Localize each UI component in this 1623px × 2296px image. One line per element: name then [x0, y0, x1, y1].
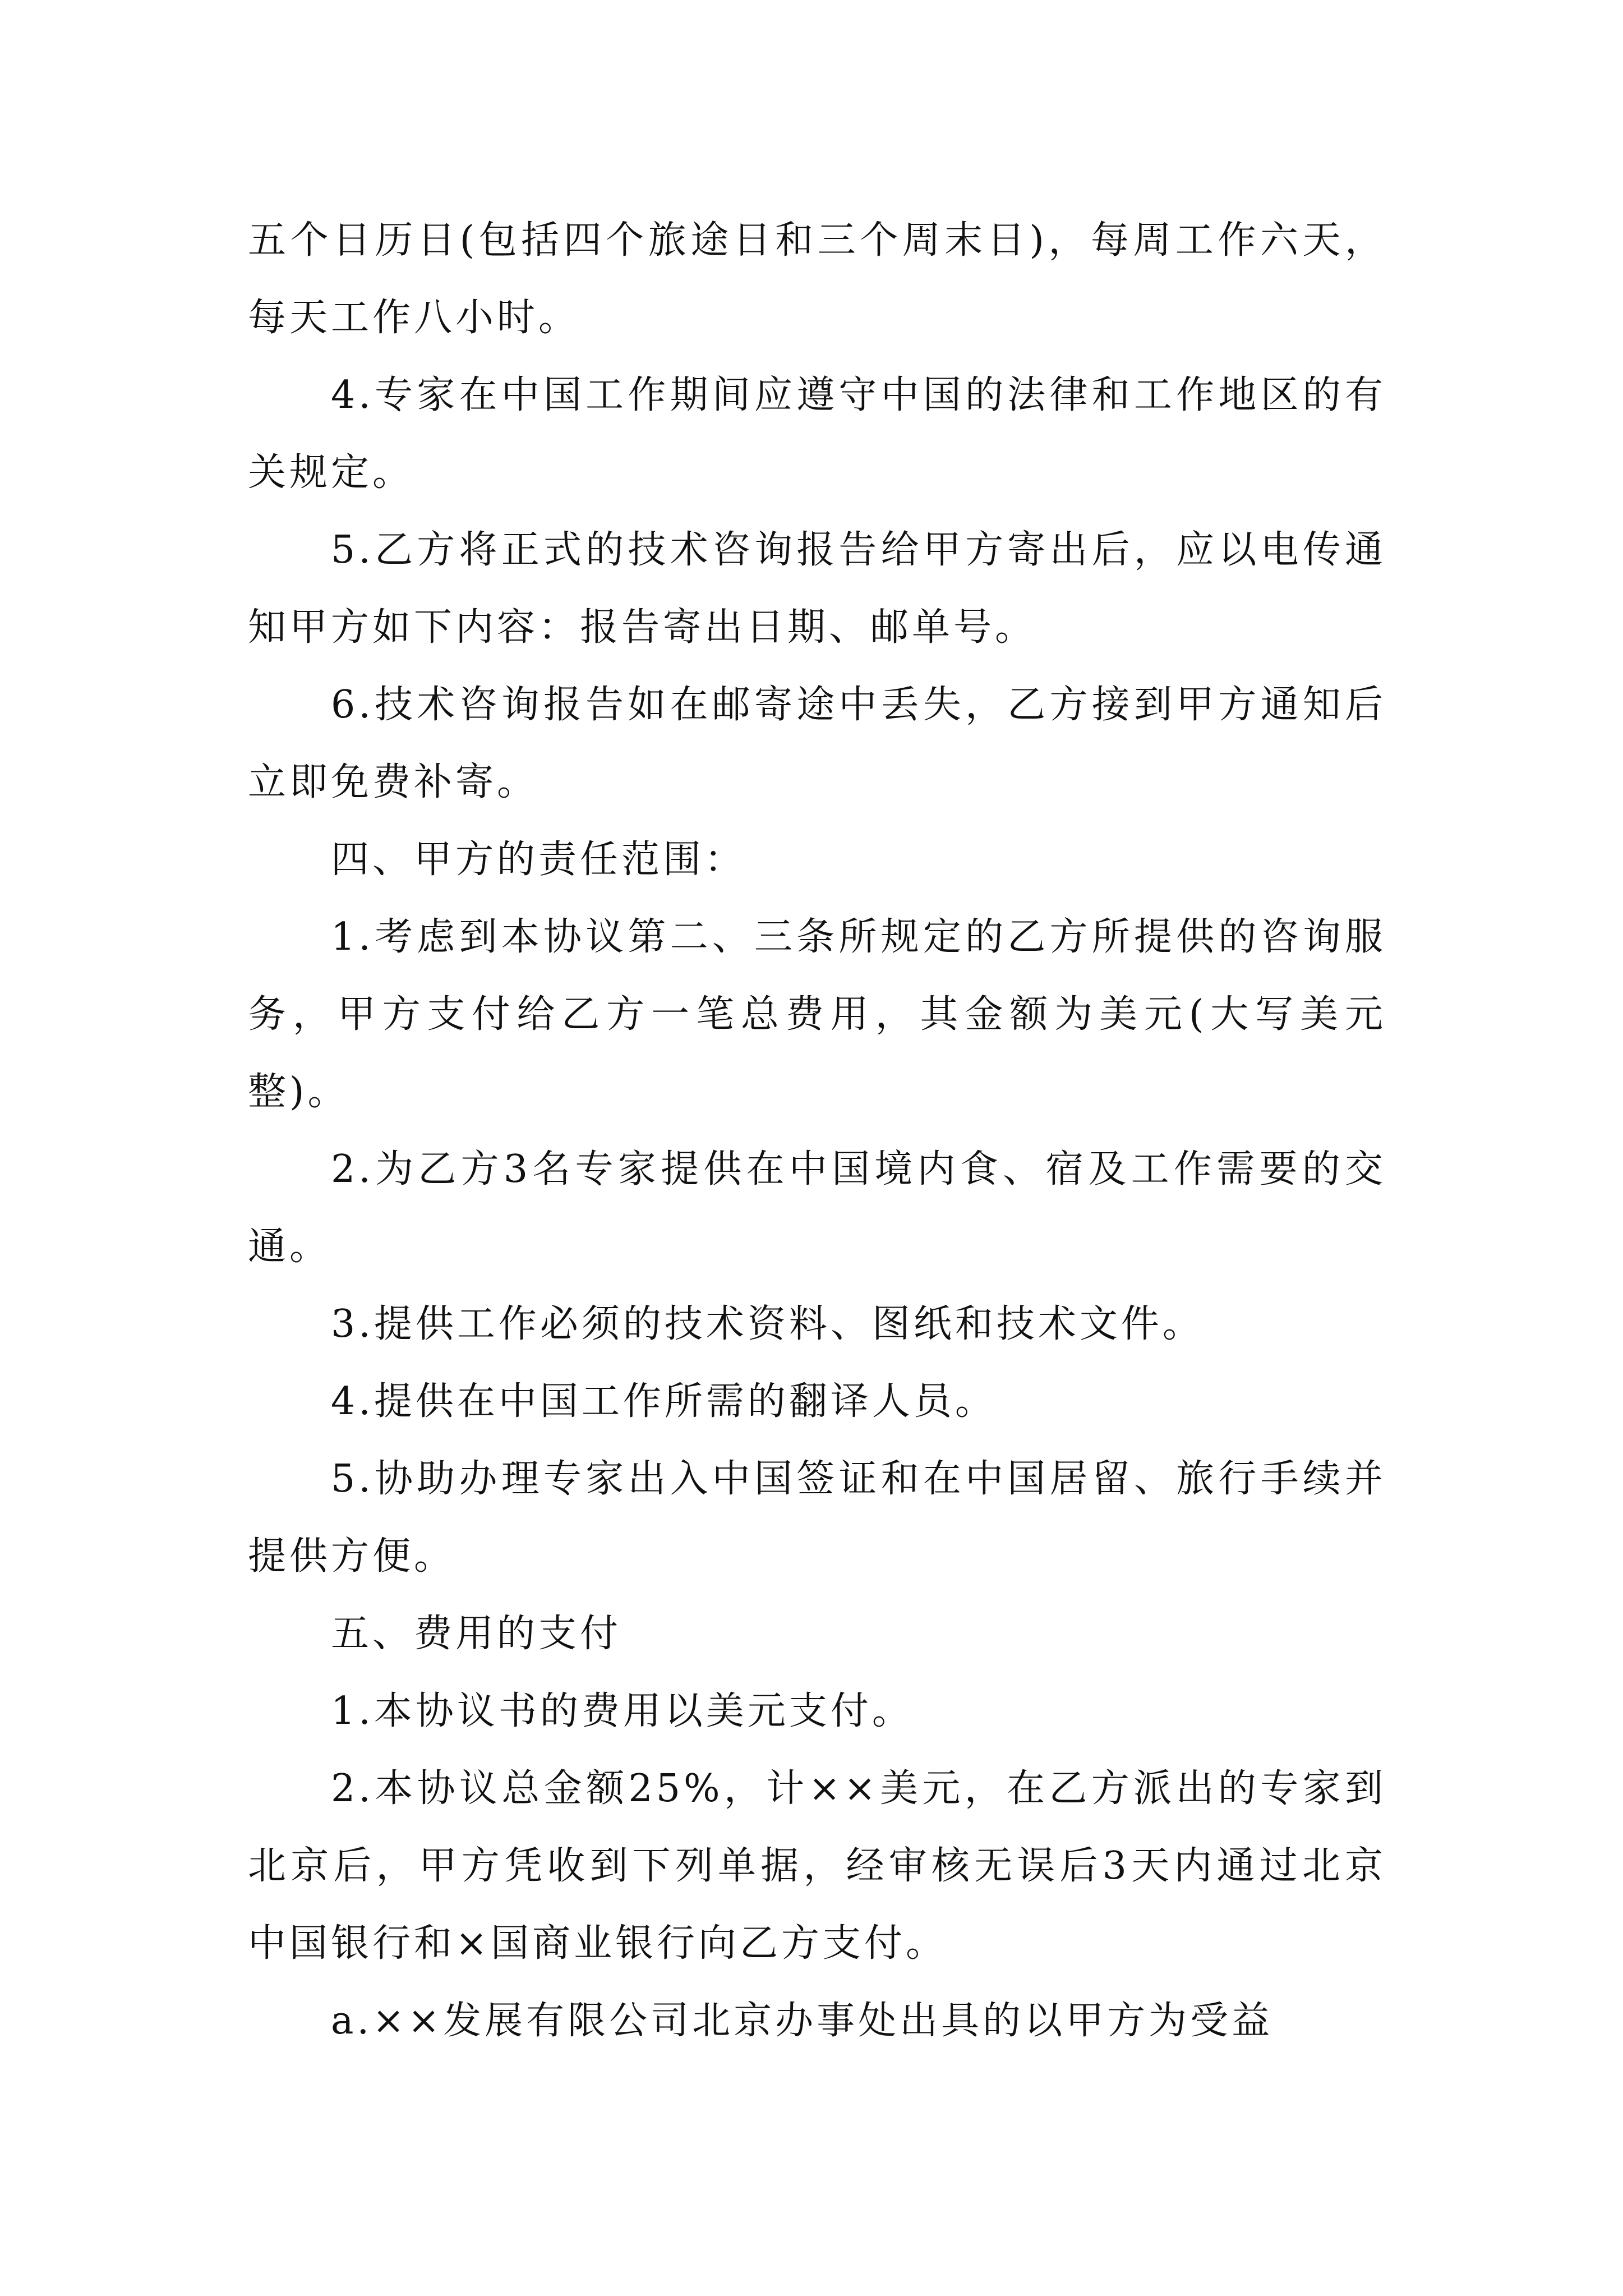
paragraph-clause-1-total-fee: 1.考虑到本协议第二、三条所规定的乙方所提供的咨询服务，甲方支付给乙方一笔总费用，其金额为美元(大写美元整)。 — [248, 915, 1386, 1114]
section-heading-fee-payment: 五、费用的支付 — [331, 1612, 622, 1656]
section-heading-party-a-responsibilities: 四、甲方的责任范围： — [331, 838, 746, 882]
paragraph-clause-4-translators: 4.提供在中国工作所需的翻译人员。 — [331, 1379, 997, 1424]
paragraph-item-a-document: a.××发展有限公司北京办事处出具的以甲方为受益 — [331, 1999, 1274, 2043]
paragraph-clause-5-visa-assistance: 5.协助办理专家出入中国签证和在中国居留、旅行手续并提供方便。 — [248, 1457, 1386, 1579]
paragraph-clause-4-laws: 4.专家在中国工作期间应遵守中国的法律和工作地区的有关规定。 — [248, 373, 1386, 495]
document-body — [248, 202, 1386, 2060]
paragraph-clause-6-lost-report: 6.技术咨询报告如在邮寄途中丢失，乙方接到甲方通知后立即免费补寄。 — [248, 683, 1386, 804]
paragraph-clause-3-technical-materials: 3.提供工作必须的技术资料、图纸和技术文件。 — [331, 1302, 1204, 1346]
paragraph-work-schedule: 五个日历日(包括四个旅途日和三个周末日)，每周工作六天，每天工作八小时。 — [248, 218, 1386, 340]
paragraph-clause-2-lodging-transport: 2.为乙方3名专家提供在中国境内食、宿及工作需要的交通。 — [248, 1147, 1386, 1269]
paragraph-payment-first-installment: 2.本协议总金额25%，计××美元，在乙方派出的专家到北京后，甲方凭收到下列单据，经审核无误后3天内通过北京中国银行和×国商业银行向乙方支付。 — [248, 1766, 1386, 1966]
paragraph-payment-currency: 1.本协议书的费用以美元支付。 — [331, 1689, 914, 1733]
paragraph-clause-5-report-notice: 5.乙方将正式的技术咨询报告给甲方寄出后，应以电传通知甲方如下内容：报告寄出日期、邮单号。 — [248, 528, 1386, 650]
